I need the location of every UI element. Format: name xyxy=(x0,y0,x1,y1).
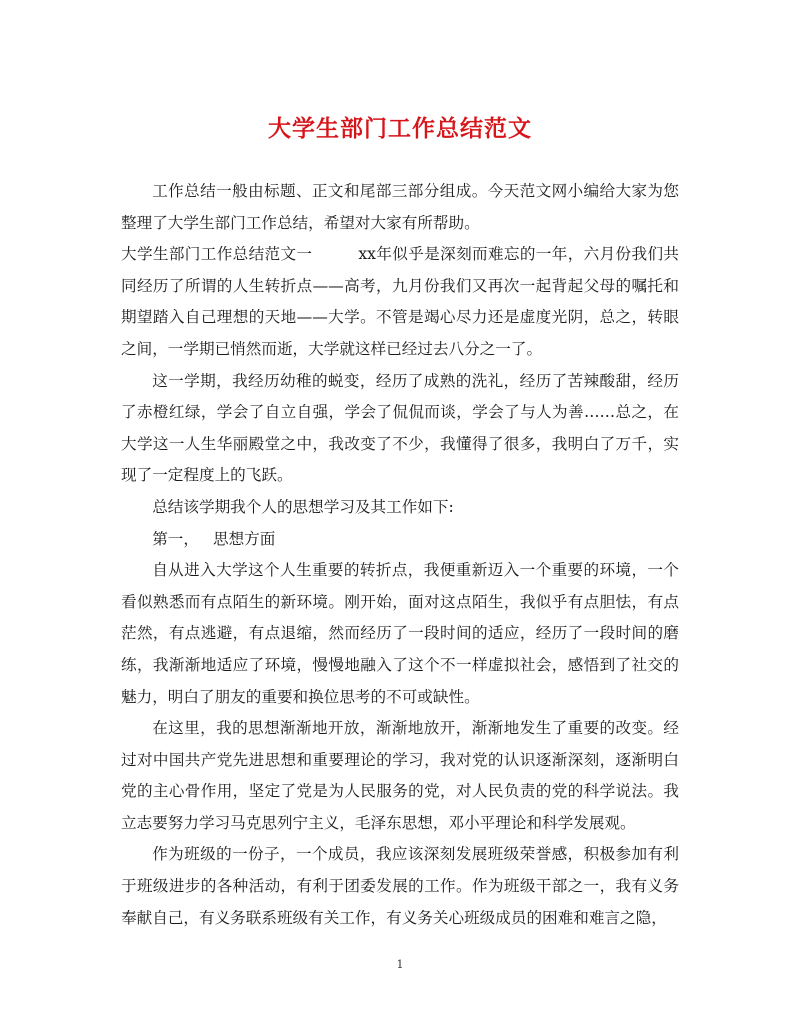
document-title: 大学生部门工作总结范文 xyxy=(268,115,532,142)
heading-number: 第一， xyxy=(152,529,199,548)
paragraph-section-intro xyxy=(121,239,679,365)
paragraph-environment: 自从进入大学这个人生重要的转折点，我便重新迈入一个重要的环境，一个看似熟悉而有点陌生的新环境。刚开始，面对这点陌生，我似乎有点胆怯，有点茫然，有点逃避，有点退缩，然而经历了一段时间的适应，经历了一段时间的磨练，我渐渐地适应了环境，慢慢地融入了这个不一样虚拟社会，感悟到了社交的魅力，明白了朋友的重要和换位思考的不可或缺性。 xyxy=(121,561,679,706)
section-label: 大学生部门工作总结范文一 xyxy=(121,245,313,264)
heading-thought xyxy=(121,524,679,556)
paragraph-summary-lead: 总结该学期我个人的思想学习及其工作如下: xyxy=(152,497,454,516)
paragraph-class-member: 作为班级的一份子，一个成员，我应该深刻发展班级荣誉感，积极参加有利于班级进步的各种活动，有利于团委发展的工作。作为班级干部之一，我有义务奉献自己，有义务联系班级有关工作，有义务关心班级成员的困难和难言之隐， xyxy=(121,845,679,927)
paragraph-semester: 这一学期，我经历幼稚的蜕变，经历了成熟的洗礼，经历了苦辣酸甜，经历了赤橙红绿，学会了自立自强，学会了侃侃而谈，学会了与人为善……总之，在大学这一人生华丽殿堂之中，我改变了不少，我懂得了很多，我明白了万千，实现了一定程度上的飞跃。 xyxy=(121,371,679,485)
page-number: 1 xyxy=(396,958,404,971)
paragraph-ideology: 在这里，我的思想渐渐地开放，渐渐地放开，渐渐地发生了重要的改变。经过对中国共产党先进思想和重要理论的学习，我对党的认识逐渐深刻，逐渐明白党的主心骨作用，坚定了党是为人民服务的党，对人民负责的党的科学说法。我立志要努力学习马克思列宁主义，毛泽东思想，邓小平理论和科学发展观。 xyxy=(121,719,679,832)
heading-text: 思想方面 xyxy=(212,529,276,548)
paragraph-intro: 工作总结一般由标题、正文和尾部三部分组成。今天范文网小编给大家为您整理了大学生部门工作总结，希望对大家有所帮助。 xyxy=(121,182,679,232)
section-intro-text: xx年似乎是深刻而难忘的一年，六月份我们共同经历了所谓的人生转折点——高考，九月份我们又再次一起背起父母的嘱托和期望踏入自己理想的天地——大学。不管是竭心尽力还是虚度光阴，总之，转眼之间，一学期已悄然而逝，大学就这样已经过去八分之一了。 xyxy=(121,245,679,358)
document-body xyxy=(121,176,679,934)
